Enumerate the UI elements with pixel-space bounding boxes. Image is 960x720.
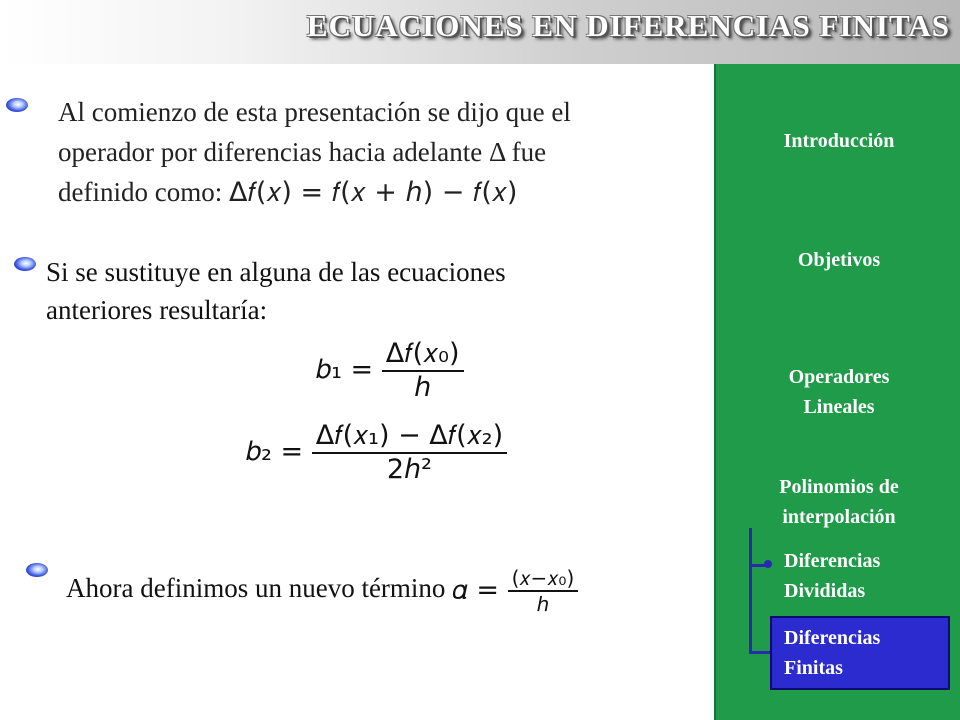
tree-connector xyxy=(749,528,752,654)
eq2-denominator: 2ℎ² xyxy=(312,452,507,485)
para2-line1: Si se sustituye en alguna de las ecuaciones xyxy=(46,257,506,287)
page-title: ECUACIONES EN DIFERENCIAS FINITAS xyxy=(306,8,950,43)
para1-line2-end: fue xyxy=(511,137,547,167)
eq2-lhs: 𝑏₂ = xyxy=(246,436,304,467)
para2-line2: anteriores resultaría: xyxy=(46,295,268,325)
sidebar-item-introduccion[interactable] xyxy=(716,126,960,156)
paragraph-substitution xyxy=(46,253,696,329)
sidebar-nav xyxy=(714,64,960,720)
eq1-lhs: 𝑏₁ = xyxy=(316,354,374,385)
bullet-icon xyxy=(26,563,48,577)
para3-text: Ahora definimos un nuevo término xyxy=(66,573,446,604)
sidebar-item-label-line1: Diferencias xyxy=(784,627,881,649)
alpha-equation xyxy=(452,566,578,616)
sidebar-item-label-line1: Polinomios de xyxy=(779,476,899,498)
sidebar-item-label-line1: Operadores xyxy=(788,366,890,388)
paragraph-alpha-definition xyxy=(66,566,578,616)
para1-line3 xyxy=(58,172,708,213)
title-bar xyxy=(0,0,960,64)
sidebar-item-label-line2: Finitas xyxy=(784,657,843,679)
para1-line1: Al comienzo de esta presentación se dijo que el xyxy=(58,97,571,127)
para1-line2-text: operador por diferencias hacia adelante xyxy=(58,137,483,167)
forward-difference-formula: Δ𝑓(𝑥) = 𝑓(𝑥 + ℎ) − 𝑓(𝑥) xyxy=(228,177,518,208)
delta-symbol: Δ xyxy=(489,137,505,167)
alpha-denominator: ℎ xyxy=(508,590,579,616)
sidebar-item-polinomios[interactable] xyxy=(716,472,960,532)
alpha-lhs: 𝛼 = xyxy=(452,574,499,606)
eq2-numerator: Δ𝑓(𝑥₁) − Δ𝑓(𝑥₂) xyxy=(315,420,504,451)
eq1-denominator: ℎ xyxy=(382,370,464,403)
bullet-icon xyxy=(6,98,28,112)
sidebar-item-label: Objetivos xyxy=(797,249,881,271)
tree-node-dot xyxy=(764,560,772,568)
sidebar-item-label-line2: Divididas xyxy=(784,580,866,602)
eq1-fraction xyxy=(382,338,464,403)
alpha-numerator: (𝑥−𝑥₀) xyxy=(511,566,575,590)
alpha-fraction xyxy=(508,566,579,616)
sidebar-item-label-line2: Lineales xyxy=(803,396,875,418)
equation-b2 xyxy=(246,420,507,485)
sidebar-item-label-line1: Diferencias xyxy=(784,550,881,572)
sidebar-item-diferencias-finitas[interactable] xyxy=(770,616,950,690)
sidebar-item-operadores-lineales[interactable] xyxy=(716,362,960,422)
equation-b1 xyxy=(316,338,464,403)
eq1-numerator: Δ𝑓(𝑥₀) xyxy=(385,338,460,369)
bullet-icon xyxy=(14,257,36,271)
tree-connector xyxy=(749,651,771,654)
sidebar-item-label-line2: interpolación xyxy=(782,506,896,528)
para1-line2 xyxy=(58,132,708,172)
sidebar-item-label: Introducción xyxy=(783,130,895,152)
sidebar-item-objetivos[interactable] xyxy=(716,245,960,275)
para1-line3-text: definido como: xyxy=(58,177,223,207)
eq2-fraction xyxy=(312,420,507,485)
paragraph-operator-definition xyxy=(58,92,708,213)
sidebar-item-diferencias-divididas[interactable] xyxy=(784,546,880,606)
